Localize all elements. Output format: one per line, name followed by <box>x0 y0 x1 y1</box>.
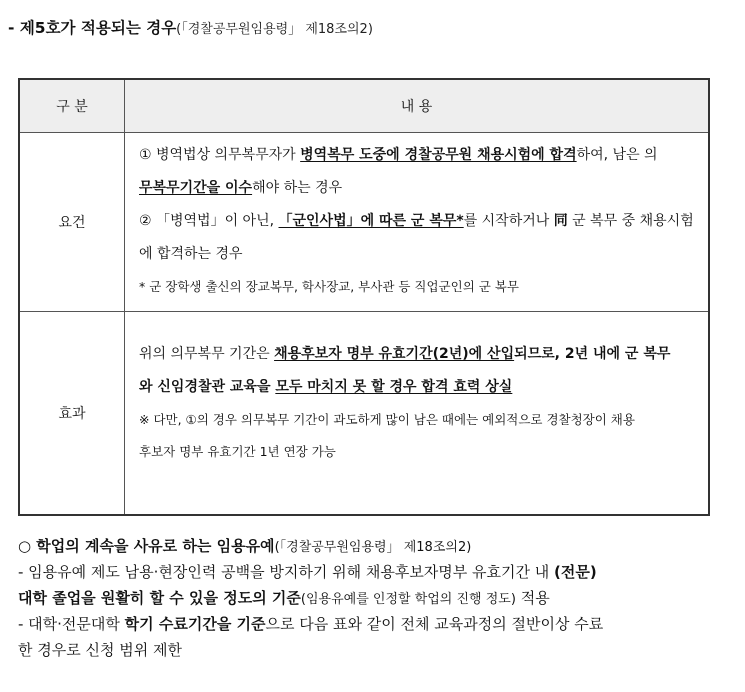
text-emphasis: 모두 마치지 못 할 경우 합격 효력 상실 <box>275 379 513 395</box>
text-segment: - 임용유예 제도 남용·현장인력 공백을 방지하기 위해 채용후보자명부 유효기간 내 <box>18 563 555 581</box>
deferment-source: (「경찰공무원임용령」 제18조의2) <box>274 540 472 555</box>
text-segment: 해야 하는 경우 <box>252 180 343 196</box>
header-category: 구 분 <box>19 79 125 133</box>
text-emphasis: 대학 졸업을 원활히 할 수 있을 정도의 기준 <box>18 589 301 607</box>
requirement-line-2 <box>139 172 696 205</box>
text-emphasis: 되므로, 2년 내에 군 복무 <box>514 346 671 362</box>
deferment-line-1 <box>18 559 738 585</box>
effect-note-1: ※ 다만, ①의 경우 의무복무 기간이 과도하게 많이 남은 때에는 예외적으로 경찰청장이 채용 <box>139 412 635 427</box>
deferment-line-3 <box>18 611 738 637</box>
text-segment: 적용 <box>515 589 550 607</box>
row-content-requirement <box>125 133 710 312</box>
table-header-row <box>19 79 709 133</box>
text-segment: 위의 의무복무 기간은 <box>139 346 275 362</box>
text-segment: - 대학·전문대학 <box>18 615 125 633</box>
text-emphasis: 채용후보자 명부 유효기간(2년)에 산입 <box>274 346 515 362</box>
table-row-effect <box>19 312 709 516</box>
text-emphasis: 병역복무 도중에 경찰공무원 채용시험에 합격 <box>300 147 577 163</box>
effect-line-2 <box>139 371 696 404</box>
requirement-line-4: 에 합격하는 경우 <box>139 246 243 262</box>
text-segment: ① 병역법상 의무복무자가 <box>139 147 301 163</box>
text-segment: (임용유예를 인정할 학업의 진행 정도) <box>300 592 516 607</box>
text-segment: 으로 다음 표와 같이 전체 교육과정의 절반이상 수료 <box>265 615 604 633</box>
deferment-title <box>18 533 738 559</box>
effect-note-2: 후보자 명부 유효기간 1년 연장 가능 <box>139 444 336 459</box>
row-label-requirement: 요건 <box>19 133 125 312</box>
text-segment: 군 복무 중 채용시험 <box>567 213 694 229</box>
text-emphasis: 학기 수료기간을 기준 <box>124 615 266 633</box>
requirement-note: * 군 장학생 출신의 장교복무, 학사장교, 부사관 등 직업군인의 군 복무 <box>139 279 519 294</box>
conditions-table <box>18 78 710 516</box>
text-emphasis: 同 <box>553 213 568 229</box>
text-segment: 를 시작하거나 <box>463 213 554 229</box>
text-emphasis: (전문) <box>554 563 597 581</box>
row-label-effect: 효과 <box>19 312 125 516</box>
section-deferment <box>18 533 738 663</box>
table-row-requirement <box>19 133 709 312</box>
deferment-title-text: ○ 학업의 계속을 사유로 하는 임용유예 <box>18 537 275 555</box>
text-emphasis: 와 신임경찰관 교육을 <box>139 379 276 395</box>
text-segment: ② 「병역법」이 아닌, <box>139 213 279 229</box>
section-heading-case5 <box>8 16 373 38</box>
text-emphasis: 「군인사법」에 따른 군 복무* <box>278 213 464 229</box>
text-emphasis: 무복무기간을 이수 <box>139 180 253 196</box>
row-content-effect <box>125 312 710 516</box>
effect-line-1 <box>139 338 696 371</box>
header-content: 내 용 <box>125 79 710 133</box>
deferment-line-4: 한 경우로 신청 범위 제한 <box>18 641 182 659</box>
requirement-line-1 <box>139 139 696 172</box>
text-segment: 하여, 남은 의 <box>576 147 658 163</box>
heading-title: - 제5호가 적용되는 경우 <box>8 19 177 37</box>
deferment-line-2 <box>18 585 738 611</box>
heading-source: (「경찰공무원임용령」 제18조의2) <box>176 22 373 37</box>
requirement-line-3 <box>139 205 696 238</box>
